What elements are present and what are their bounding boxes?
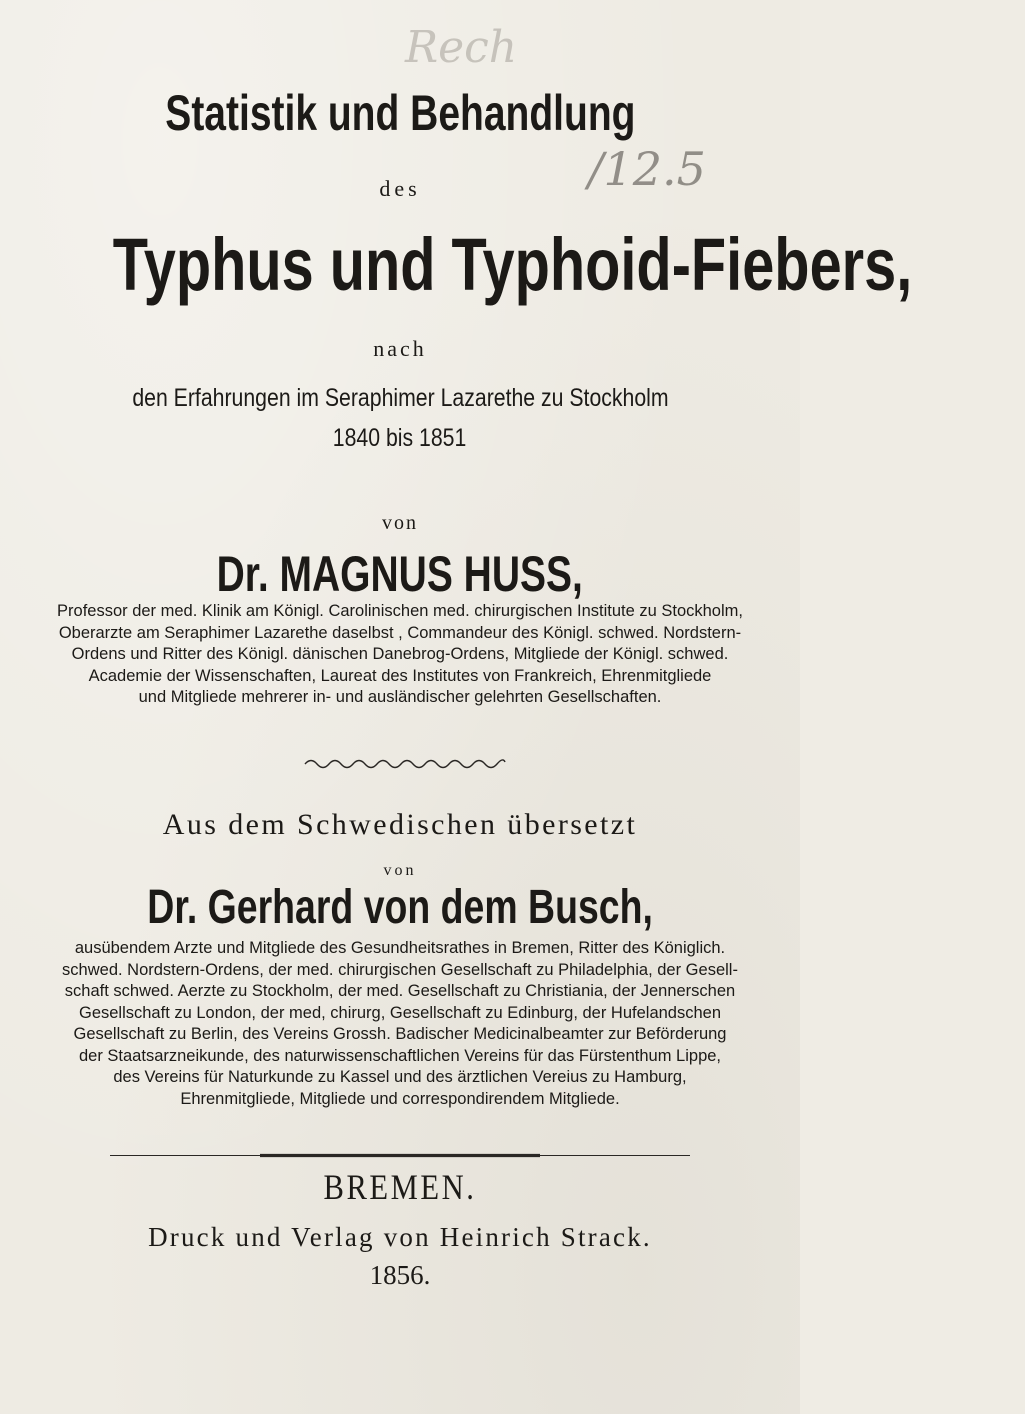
handwritten-mark-right: /12.5	[588, 142, 706, 196]
translator-credentials-line: schwed. Nordstern-Ordens, der med. chirurgischen Gesellschaft zu Philadelphia, der Gesell-	[62, 960, 738, 979]
wavy-ornament	[305, 756, 505, 768]
handwritten-mark-top: Rech	[405, 22, 518, 73]
translator-credentials-line: schaft schwed. Aerzte zu Stockholm, der med. Gesellschaft zu Christiania, der Jennerschen	[64, 982, 736, 1000]
imprint-city-text: BREMEN.	[323, 1167, 477, 1207]
subtitle-line-2	[0, 424, 800, 453]
connector-von-author: von	[382, 512, 418, 534]
connector-von-translator: von	[383, 862, 417, 879]
author-credentials-line: Academie der Wissenschaften, Laureat des Institutes von Frankreich, Ehrenmitgliede	[88, 666, 712, 685]
connector-des: des	[379, 176, 421, 201]
translator-credentials-line: der Staatsarzneikunde, des naturwissenschaftlichen Vereins für das Fürstenthum Lippe,	[78, 1046, 722, 1065]
author-credentials	[14, 601, 786, 709]
author-name-line	[0, 545, 800, 603]
author-credentials-line: Oberarzte am Seraphimer Lazarethe daselbst , Commandeur des Königl. schwed. Nordstern-	[58, 623, 742, 642]
title-top-line	[0, 84, 800, 142]
title-top-text: Statistik und Behandlung	[164, 85, 636, 141]
subtitle-line-2-text: 1840 bis 1851	[333, 424, 467, 452]
subtitle-line-1	[0, 384, 800, 413]
translator-credentials-line: Gesellschaft zu London, der med, chirurg, Gesellschaft zu Edinburg, der Hufelandschen	[78, 1003, 722, 1022]
author-name: Dr. MAGNUS HUSS,	[216, 546, 584, 602]
imprint-year: 1856.	[369, 1260, 431, 1290]
translator-name-line	[0, 880, 800, 935]
author-credentials-line: Professor der med. Klinik am Königl. Carolinischen med. chirurgischen Institute zu Stockholm,	[57, 602, 743, 620]
author-credentials-line: und Mitgliede mehrerer in- und ausländischer gelehrten Gesellschaften.	[138, 688, 662, 706]
main-title-line	[0, 222, 913, 307]
divider-rule	[110, 1153, 690, 1158]
translator-credentials-line: des Vereins für Naturkunde zu Kassel und des ärztlichen Vereius zu Hamburg,	[113, 1068, 687, 1086]
author-credentials-line: Ordens und Ritter des Königl. dänischen Danebrog-Ordens, Mitgliede der Königl. schwed.	[71, 645, 729, 663]
translator-credentials-line: Ehrenmitgliede, Mitgliede und correspondirendem Mitgliede.	[180, 1089, 620, 1108]
translator-credentials-line: Gesellschaft zu Berlin, des Vereins Grossh. Badischer Medicinalbeamter zur Beförderung	[73, 1025, 727, 1043]
translator-name: Dr. Gerhard von dem Busch,	[147, 881, 653, 934]
subtitle-line-1-text: den Erfahrungen im Seraphimer Lazarethe zu Stockholm	[131, 384, 669, 412]
translator-credentials-line: ausübendem Arzte und Mitgliede des Gesundheitsrathes in Bremen, Ritter des Königlich.	[74, 939, 726, 957]
translated-line: Aus dem Schwedischen übersetzt	[162, 808, 638, 841]
translator-credentials	[14, 938, 786, 1110]
main-title-text: Typhus und Typhoid-Fiebers,	[112, 223, 913, 306]
imprint-city	[0, 1166, 800, 1208]
imprint-publisher: Druck und Verlag von Heinrich Strack.	[148, 1222, 652, 1252]
connector-nach: nach	[373, 336, 427, 361]
